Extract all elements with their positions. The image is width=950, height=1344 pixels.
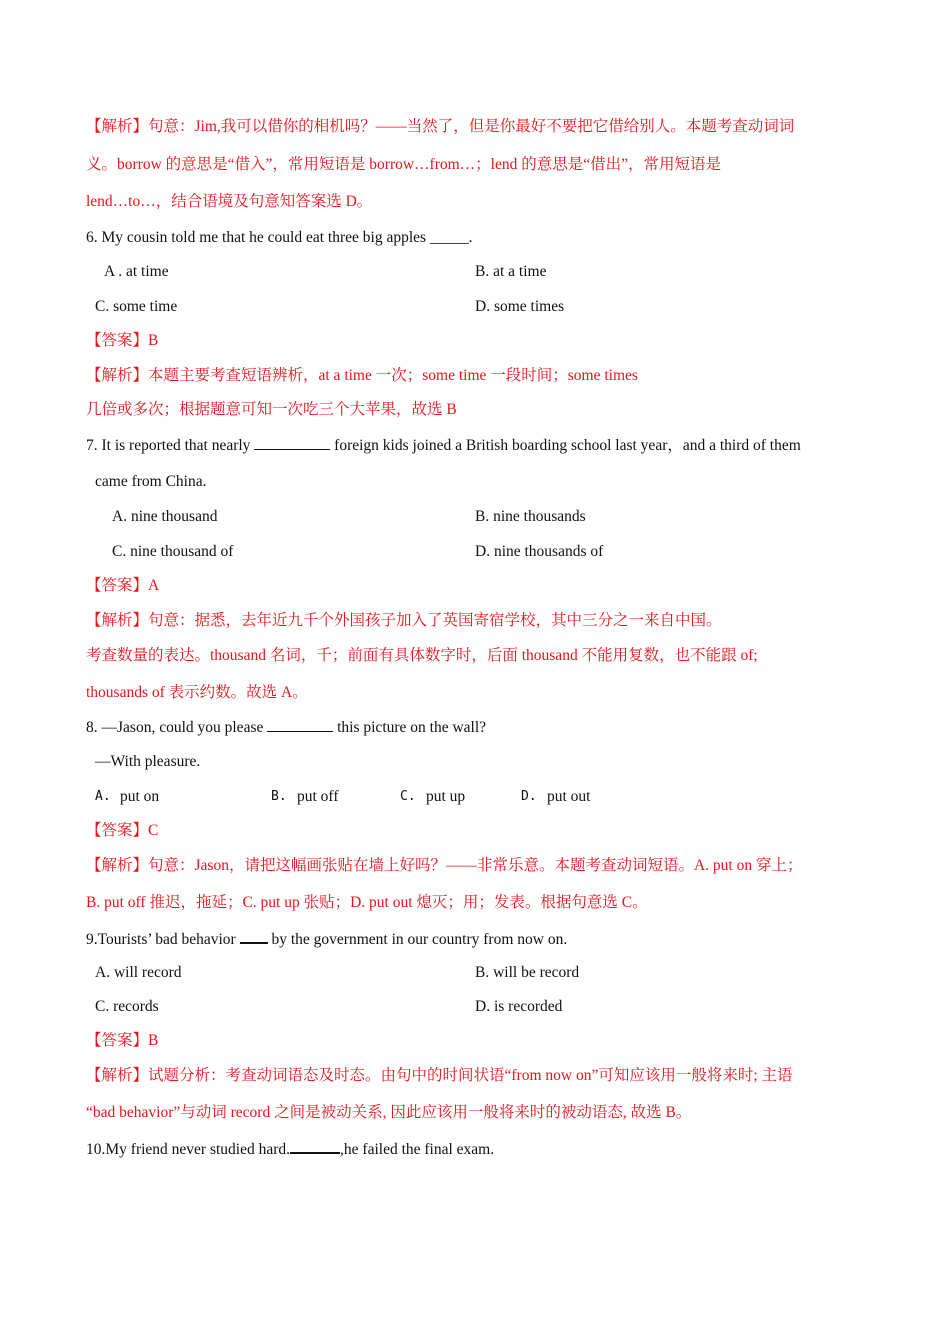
q9-option-d: D. is recorded (475, 998, 563, 1015)
q9-option-c: C. records (95, 998, 159, 1015)
q5-analysis-line2: 义。borrow 的意思是“借入”，常用短语是 borrow…from…；lend 的意思是“借出”，常用短语是 (86, 156, 721, 173)
q8-option-d-letter: D. (521, 789, 537, 804)
q7-stem-post: foreign kids joined a British boarding school last year，and a third of them (334, 437, 801, 454)
q6-option-c: C. some time (95, 298, 178, 315)
q7-analysis-line1: 【解析】句意：据悉，去年近九千个外国孩子加入了英国寄宿学校，其中三分之一来自中国。 (86, 612, 722, 629)
q7-answer: 【答案】A (86, 577, 160, 594)
q8-option-b: put off (297, 788, 339, 805)
q9-option-b: B. will be record (475, 964, 580, 981)
q8-analysis-line1: 【解析】句意：Jason，请把这幅画张贴在墙上好吗？——非常乐意。本题考查动词短语。A. put on 穿上； (86, 857, 803, 874)
q7-option-d: D. nine thousands of (475, 543, 604, 560)
q9-analysis-line1: 【解析】试题分析：考查动词语态及时态。由句中的时间状语“from now on”可知应该用一般将来时; 主语 (86, 1067, 793, 1084)
q5-analysis-line1: 【解析】句意：Jim,我可以借你的相机吗？——当然了，但是你最好不要把它借给别人。本题考查动词词 (86, 118, 795, 135)
q9-analysis-line2: “bad behavior”与动词 record 之间是被动关系, 因此应该用一般将来时的被动语态, 故选 B。 (86, 1104, 692, 1121)
q8-stem-pre: 8. —Jason, could you please (86, 719, 264, 736)
q8-option-a: put on (120, 788, 160, 805)
q6-option-b: B. at a time (475, 263, 547, 280)
q6-option-a: A . at time (104, 263, 169, 280)
q8-option-d: put out (547, 788, 591, 805)
q7-option-a: A. nine thousand (112, 508, 218, 525)
q6-stem: 6. My cousin told me that he could eat three big apples _____. (86, 229, 473, 246)
q10-blank (290, 1138, 340, 1154)
q9-answer: 【答案】B (86, 1032, 159, 1049)
q8-option-c: put up (426, 788, 466, 805)
q7-blank (254, 435, 330, 450)
q6-analysis-line1: 【解析】本题主要考查短语辨析，at a time 一次；some time 一段时间；some times (86, 367, 638, 384)
q7-stem-pre: 7. It is reported that nearly (86, 437, 251, 454)
q9-stem-pre: 9.Tourists’ bad behavior (86, 931, 236, 948)
q7-option-b: B. nine thousands (475, 508, 586, 525)
q9-stem-post: by the government in our country from now on. (271, 931, 568, 948)
q9-blank (240, 928, 268, 944)
q8-blank (267, 717, 333, 732)
q6-answer: 【答案】B (86, 332, 159, 349)
q8-option-b-letter: B. (271, 789, 287, 804)
q10-stem-post: ,he failed the final exam. (340, 1141, 495, 1158)
q7-analysis-line2: 考查数量的表达。thousand 名词，千；前面有具体数字时，后面 thousand 不能用复数，也不能跟 of; (86, 647, 758, 664)
q5-analysis-line3: lend…to…，结合语境及句意知答案选 D。 (86, 193, 373, 210)
q7-analysis-line3: thousands of 表示约数。故选 A。 (86, 684, 308, 701)
q8-analysis-line2: B. put off 推迟，拖延；C. put up 张贴；D. put out 熄灭；用；发表。根据句意选 C。 (86, 894, 648, 911)
q8-option-c-letter: C. (400, 789, 416, 804)
q8-stem (86, 717, 486, 738)
q9-option-a: A. will record (95, 964, 182, 981)
q6-analysis-line2: 几倍或多次；根据题意可知一次吃三个大苹果，故选 B (86, 401, 457, 418)
q8-answer: 【答案】C (86, 822, 159, 839)
q8-option-a-letter: A. (95, 789, 111, 804)
q10-stem (86, 1138, 494, 1160)
q10-stem-pre: 10.My friend never studied hard. (86, 1141, 291, 1158)
q8-stem-post: this picture on the wall? (337, 719, 487, 736)
q7-option-c: C. nine thousand of (112, 543, 234, 560)
q6-option-d: D. some times (475, 298, 565, 315)
q8-reply: —With pleasure. (95, 753, 201, 770)
q7-stem-line1 (86, 435, 801, 456)
q9-stem (86, 928, 567, 950)
q7-stem-line2: came from China. (95, 473, 207, 490)
